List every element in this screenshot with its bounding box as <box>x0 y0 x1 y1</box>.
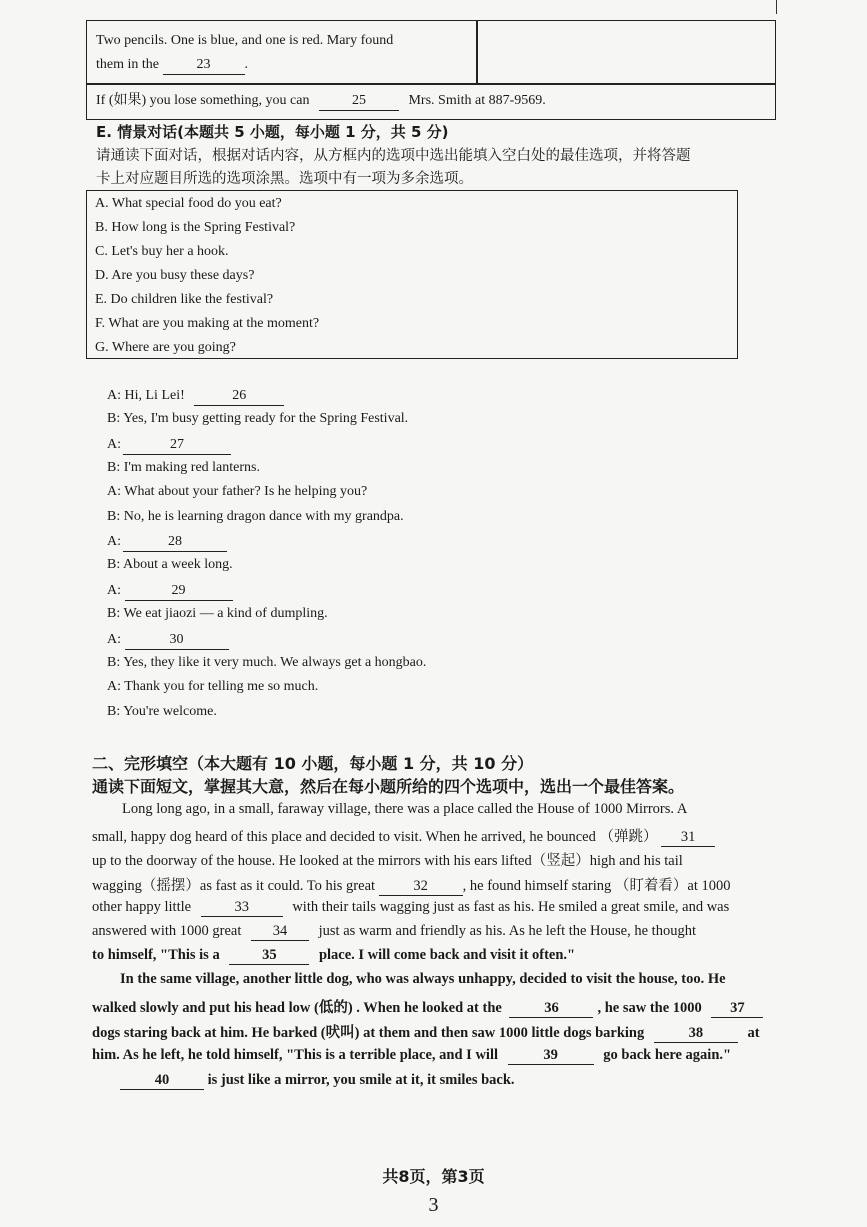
option-a: A. What special food do you eat? <box>95 196 282 211</box>
passage-text: with their tails wagging just as fast as his. He smiled a great smile, and was <box>292 899 730 915</box>
passage-text: dogs staring back at him. He barked (吠叫) at them and then saw 1000 little dogs barking <box>92 1025 645 1041</box>
passage-text: , he saw the 1000 <box>597 1000 702 1016</box>
passage-line: Long long ago, in a small, faraway village, there was a place called the House of 1000 Mirrors. A <box>122 801 688 817</box>
dialogue-line: B: About a week long. <box>107 557 233 572</box>
passage-text: small, happy dog heard of this place and decided to visit. When he arrived, he bounced （弹跳） <box>92 829 658 845</box>
blank-28[interactable]: 28 <box>123 533 227 552</box>
table-row1-line1: Two pencils. One is blue, and one is red. Mary found <box>96 33 394 48</box>
blank-32[interactable]: 32 <box>379 877 463 896</box>
section-2-title: 二、完形填空（本大题有 10 小题，每小题 1 分，共 10 分） <box>92 754 534 773</box>
dialogue-text: A: <box>107 583 121 598</box>
option-e: E. Do children like the festival? <box>95 292 274 307</box>
blank-34[interactable]: 34 <box>251 922 309 941</box>
passage-text: go back here again." <box>603 1047 732 1063</box>
section-2-instruction: 通读下面短文，掌握其大意，然后在每小题所给的四个选项中，选出一个最佳答案。 <box>92 777 685 796</box>
option-c: C. Let's buy her a hook. <box>95 244 229 259</box>
dialogue-line: B: We eat jiaozi — a kind of dumpling. <box>107 606 328 621</box>
table-divider-horizontal <box>87 83 775 85</box>
passage-line <box>92 996 808 1018</box>
page-footer: 共8页，第3页 <box>382 1167 485 1186</box>
dialogue-line: A: Thank you for telling me so much. <box>107 679 319 694</box>
dialogue-line: B: I'm making red lanterns. <box>107 460 260 475</box>
table-divider-vertical <box>476 21 478 83</box>
passage-text: to himself, "This is a <box>92 947 220 963</box>
passage-line <box>92 898 808 917</box>
passage-text: is just like a mirror, you smile at it, it smiles back. <box>207 1072 515 1088</box>
dialogue-line <box>107 533 227 552</box>
margin-tick <box>776 0 777 14</box>
dialogue-line <box>107 387 284 406</box>
dialogue-line <box>107 582 233 601</box>
passage-line <box>120 1071 836 1090</box>
blank-37[interactable]: 37 <box>711 999 763 1018</box>
table-row1-line2 <box>96 53 393 77</box>
options-box <box>86 190 738 359</box>
passage-text: him. As he left, he told himself, "This is a terrible place, and I will <box>92 1047 498 1063</box>
blank-29[interactable]: 29 <box>125 582 233 601</box>
blank-31[interactable]: 31 <box>661 828 715 847</box>
blank-25[interactable]: 25 <box>319 92 399 111</box>
passage-text: other happy little <box>92 899 192 915</box>
passage-line <box>92 1021 808 1043</box>
passage-text: at <box>747 1025 760 1041</box>
notice-table <box>86 20 776 120</box>
blank-39[interactable]: 39 <box>508 1046 594 1065</box>
passage-line <box>92 874 808 896</box>
dialogue-text: A: <box>107 632 121 647</box>
dialogue-text: A: Hi, Li Lei! <box>107 388 185 403</box>
dialogue-line: A: What about your father? Is he helping you? <box>107 484 368 499</box>
table-cell-lost <box>96 89 546 113</box>
passage-text: just as warm and friendly as his. As he left the House, he thought <box>318 923 696 939</box>
blank-33[interactable]: 33 <box>201 898 283 917</box>
passage-text: walked slowly and put his head low (低的) . When he looked at the <box>92 1000 502 1016</box>
blank-26[interactable]: 26 <box>194 387 284 406</box>
passage-line <box>92 922 808 941</box>
option-b: B. How long is the Spring Festival? <box>95 220 296 235</box>
blank-23[interactable]: 23 <box>163 56 245 75</box>
dialogue-line <box>107 631 229 650</box>
passage-text: answered with 1000 great <box>92 923 242 939</box>
passage-text: , he found himself staring （盯着看）at 1000 <box>462 878 731 894</box>
section-e-title: E. 情景对话(本题共 5 小题，每小题 1 分，共 5 分) <box>96 123 449 141</box>
dialogue-text: A: <box>107 437 121 452</box>
table-cell-found <box>96 29 393 77</box>
passage-line: In the same village, another little dog, who was always unhappy, decided to visit the house, too. He <box>120 971 726 987</box>
section-e-instruction-1: 请通读下面对话，根据对话内容，从方框内的选项中选出能填入空白处的最佳选项，并将答题 <box>96 148 691 164</box>
passage-line <box>92 825 808 847</box>
option-g: G. Where are you going? <box>95 340 236 355</box>
blank-27[interactable]: 27 <box>123 436 231 455</box>
section-e-instruction-2: 卡上对应题目所选的选项涂黑。选项中有一项为多余选项。 <box>96 171 473 187</box>
table-row1-period: . <box>244 57 248 72</box>
blank-36[interactable]: 36 <box>509 999 593 1018</box>
dialogue-line: B: No, he is learning dragon dance with my grandpa. <box>107 509 404 524</box>
dialogue-line: B: Yes, I'm busy getting ready for the Spring Festival. <box>107 411 409 426</box>
table-row2-pre: If (如果) you lose something, you can <box>96 93 310 108</box>
dialogue-line: B: Yes, they like it very much. We always get a hongbao. <box>107 655 427 670</box>
dialogue-line: B: You're welcome. <box>107 704 217 719</box>
dialogue-text: A: <box>107 534 121 549</box>
dialogue-line <box>107 436 231 455</box>
table-row2-post: Mrs. Smith at 887-9569. <box>408 93 546 108</box>
passage-line <box>92 1046 808 1065</box>
blank-30[interactable]: 30 <box>125 631 229 650</box>
blank-40[interactable]: 40 <box>120 1071 204 1090</box>
option-f: F. What are you making at the moment? <box>95 316 320 331</box>
page-number: 3 <box>428 1194 439 1216</box>
blank-35[interactable]: 35 <box>229 946 309 965</box>
blank-38[interactable]: 38 <box>654 1024 738 1043</box>
table-row1-line2-text: them in the <box>96 57 159 72</box>
passage-text: wagging（摇摆）as fast as it could. To his great <box>92 878 376 894</box>
passage-line <box>92 946 808 965</box>
option-d: D. Are you busy these days? <box>95 268 255 283</box>
passage-text: place. I will come back and visit it often." <box>318 947 576 963</box>
passage-line: up to the doorway of the house. He looked at the mirrors with his ears lifted（竖起）high and his tail <box>92 853 683 869</box>
